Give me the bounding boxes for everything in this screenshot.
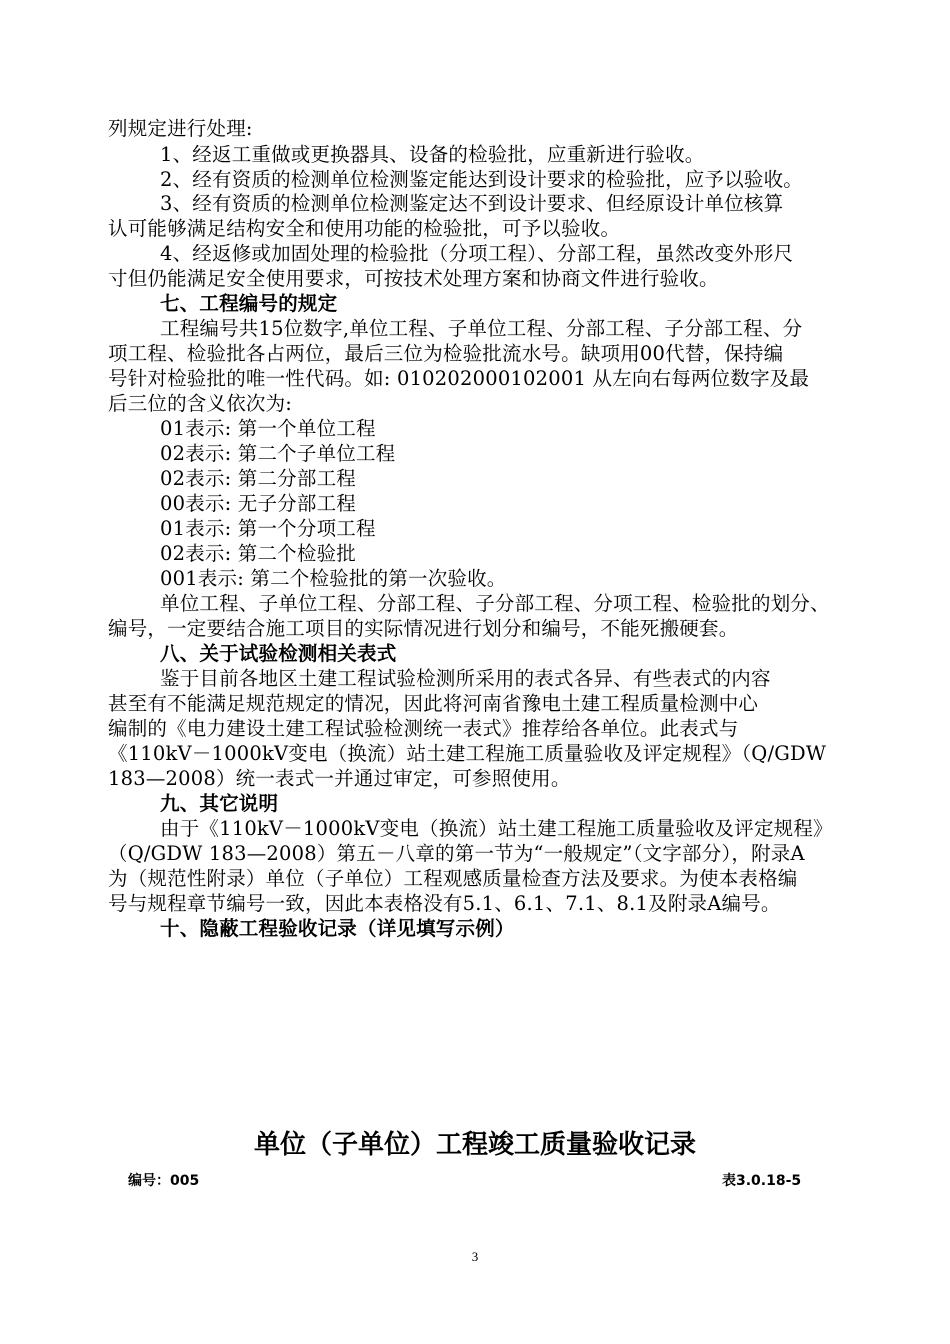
body-line: 01表示: 第一个单位工程	[160, 417, 376, 440]
body-line: 为（规范性附录）单位（子单位）工程观感质量检查方法及要求。为使本表格编	[108, 867, 798, 890]
body-line: 认可能够满足结构安全和使用功能的检验批，可予以验收。	[108, 217, 621, 240]
body-line: 后三位的含义依次为:	[108, 392, 293, 415]
body-line: 02表示: 第二分部工程	[160, 467, 356, 490]
body-line: 《110kV－1000kV变电（换流）站土建工程施工质量验收及评定规程》（Q/GDW	[108, 742, 827, 765]
section-heading: 七、工程编号的规定	[160, 292, 338, 315]
body-line: 编号，一定要结合施工项目的实际情况进行划分和编号，不能死搬硬套。	[108, 617, 739, 640]
body-line: 项工程、检验批各占两位，最后三位为检验批流水号。缺项用00代替，保持编	[108, 342, 784, 365]
body-line: 02表示: 第二个检验批	[160, 542, 356, 565]
form-table-ref: 表3.0.18-5	[722, 1173, 802, 1189]
body-line: 编制的《电力建设土建工程试验检测统一表式》推荐给各单位。此表式与	[108, 717, 739, 740]
body-line: 4、经返修或加固处理的检验批（分项工程）、分部工程，虽然改变外形尺	[160, 242, 794, 265]
body-line: 甚至有不能满足规范规定的情况，因此将河南省豫电土建工程质量检测中心	[108, 692, 759, 715]
form-number: 编号：005	[128, 1173, 200, 1189]
body-line: 单位工程、子单位工程、分部工程、子分部工程、分项工程、检验批的划分、	[160, 592, 830, 615]
body-line: 由于《110kV－1000kV变电（换流）站土建工程施工质量验收及评定规程》	[160, 817, 833, 840]
body-line: （Q/GDW 183—2008）第五－八章的第一节为“一般规定”（文字部分），附录A	[108, 842, 805, 865]
body-line: 号与规程章节编号一致，因此本表格没有5.1、6.1、7.1、8.1及附录A编号。	[108, 892, 781, 915]
form-title: 单位（子单位）工程竣工质量验收记录	[253, 1130, 696, 1160]
body-line: 2、经有资质的检测单位检测鉴定能达到设计要求的检验批，应予以验收。	[160, 168, 804, 191]
body-line: 1、经返工重做或更换器具、设备的检验批，应重新进行验收。	[160, 143, 705, 166]
section-heading: 九、其它说明	[160, 792, 279, 815]
body-line: 号针对检验批的唯一性代码。如: 010202000102001 从左向右每两位数字及最	[108, 367, 810, 390]
section-heading: 十、隐蔽工程验收记录（详见填写示例）	[160, 917, 515, 940]
body-line: 02表示: 第二个子单位工程	[160, 442, 396, 465]
body-line: 寸但仍能满足安全使用要求，可按技术处理方案和协商文件进行验收。	[108, 267, 719, 290]
section-heading: 八、关于试验检测相关表式	[160, 642, 397, 665]
body-line: 工程编号共15位数字,单位工程、子单位工程、分部工程、子分部工程、分	[160, 317, 803, 340]
body-line: 列规定进行处理:	[108, 117, 253, 140]
body-line: 183—2008）统一表式一并通过审定，可参照使用。	[108, 767, 571, 790]
body-line: 3、经有资质的检测单位检测鉴定达不到设计要求、但经原设计单位核算	[160, 192, 784, 215]
page-number: 3	[471, 1249, 479, 1264]
body-line: 00表示: 无子分部工程	[160, 492, 356, 515]
body-line: 001表示: 第二个检验批的第一次验收。	[160, 567, 507, 590]
body-line: 01表示: 第一个分项工程	[160, 517, 376, 540]
body-line: 鉴于目前各地区土建工程试验检测所采用的表式各异、有些表式的内容	[160, 667, 771, 690]
